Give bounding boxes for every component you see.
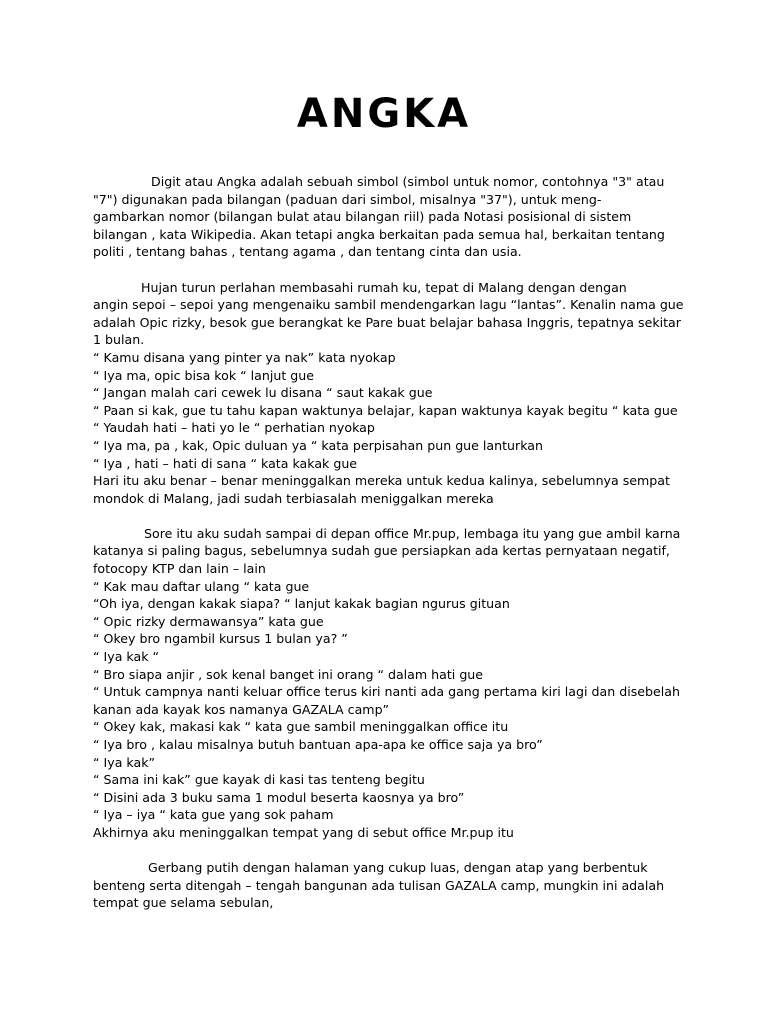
text-line: tempat gue selama sebulan, — [93, 895, 274, 911]
text-line: “ Yaudah hati – hati yo le “ perhatian nyokap — [93, 420, 375, 436]
text-line: katanya si paling bagus, sebelumnya sudah gue persiapkan ada kertas pernyataan negatif, — [93, 543, 670, 559]
text-line: “ Iya , hati – hati di sana “ kata kakak gue — [93, 455, 358, 471]
text-line: Sore itu aku sudah sampai di depan office Mr.pup, lembaga itu yang gue ambil karna — [144, 525, 681, 541]
text-line: “ Iya bro , kalau misalnya butuh bantuan apa-apa ke office saja ya bro” — [93, 737, 543, 752]
paragraph-gap — [93, 261, 683, 279]
paragraph-3 — [93, 525, 683, 842]
text-line: “ Sama ini kak” gue kayak di kasi tas tenteng begitu — [93, 772, 425, 788]
text-line: “ Opic rizky dermawansya” kata gue — [93, 613, 324, 629]
text-line: Hujan turun perlahan membasahi rumah ku, tepat di Malang dengan dengan — [141, 279, 627, 295]
text-line: “ Kak mau daftar ulang “ kata gue — [93, 578, 310, 594]
paragraph-gap — [93, 507, 683, 525]
text-line: gambarkan nomor (bilangan bulat atau bilangan riil) pada Notasi posisional di sistem — [93, 209, 632, 225]
text-line: “ Iya ma, opic bisa kok “ lanjut gue — [93, 367, 315, 383]
text-line: fotocopy KTP dan lain – lain — [93, 561, 266, 577]
text-line: Akhirnya aku meninggalkan tempat yang di sebut office Mr.pup itu — [93, 824, 514, 840]
text-line: “ Kamu disana yang pinter ya nak” kata nyokap — [93, 349, 396, 365]
text-line: “ Iya ma, pa , kak, Opic duluan ya “ kata perpisahan pun gue lanturkan — [93, 437, 543, 453]
text-line: “ Untuk campnya nanti keluar office terus kiri nanti ada gang pertama kiri lagi dan disebelah — [93, 684, 680, 700]
text-line: mondok di Malang, jadi sudah terbiasalah meniggalkan mereka — [93, 490, 494, 506]
text-line: benteng serta ditengah – tengah bangunan ada tulisan GAZALA camp, mungkin ini adalah — [93, 877, 665, 893]
text-line: “ Jangan malah cari cewek lu disana “ saut kakak gue — [93, 385, 433, 401]
text-line: “ Paan si kak, gue tu tahu kapan waktunya belajar, kapan waktunya kayak begitu “ kata gue — [93, 402, 678, 418]
text-line: “ Iya kak “ — [93, 649, 160, 665]
text-line: kanan ada kayak kos namanya GAZALA camp” — [93, 701, 390, 717]
text-line: politi , tentang bahas , tentang agama , dan tentang cinta dan usia. — [93, 244, 522, 260]
text-line: “ Disini ada 3 buku sama 1 modul beserta kaosnya ya bro” — [93, 789, 465, 805]
text-line: Gerbang putih dengan halaman yang cukup luas, dengan atap yang berbentuk — [148, 860, 648, 876]
paragraph-gap — [93, 842, 683, 860]
text-line: “Oh iya, dengan kakak siapa? “ lanjut kakak bagian ngurus gituan — [93, 596, 510, 612]
text-line: angin sepoi – sepoi yang mengenaiku sambil mendengarkan lagu “lantas”. Kenalin nama gue — [93, 297, 684, 313]
document-body — [93, 173, 683, 912]
text-line: “ Okey bro ngambil kursus 1 bulan ya? ” — [93, 631, 348, 647]
text-line: "7") digunakan pada bilangan (paduan dari simbol, misalnya "37"), untuk meng- — [93, 191, 602, 207]
paragraph-4 — [93, 859, 683, 912]
paragraph-2 — [93, 279, 683, 508]
text-line: Hari itu aku benar – benar meninggalkan mereka untuk kedua kalinya, sebelumnya sempat — [93, 473, 670, 489]
text-line: “ Iya kak” — [93, 754, 156, 770]
paragraph-1 — [93, 173, 683, 261]
text-line: “ Iya – iya “ kata gue yang sok paham — [93, 807, 334, 823]
text-line: Digit atau Angka adalah sebuah simbol (simbol untuk nomor, contohnya "3" atau — [151, 174, 665, 189]
text-line: adalah Opic rizky, besok gue berangkat ke Pare buat belajar bahasa Inggris, tepatnya sekitar — [93, 314, 681, 330]
text-line: bilangan , kata Wikipedia. Akan tetapi angka berkaitan pada semua hal, berkaitan tentang — [93, 226, 665, 242]
text-line: “ Okey kak, makasi kak “ kata gue sambil meninggalkan office itu — [93, 719, 509, 735]
text-line: 1 bulan. — [93, 332, 145, 348]
text-line: “ Bro siapa anjir , sok kenal banget ini orang “ dalam hati gue — [93, 666, 484, 682]
document-title: ANGKA — [296, 91, 472, 137]
